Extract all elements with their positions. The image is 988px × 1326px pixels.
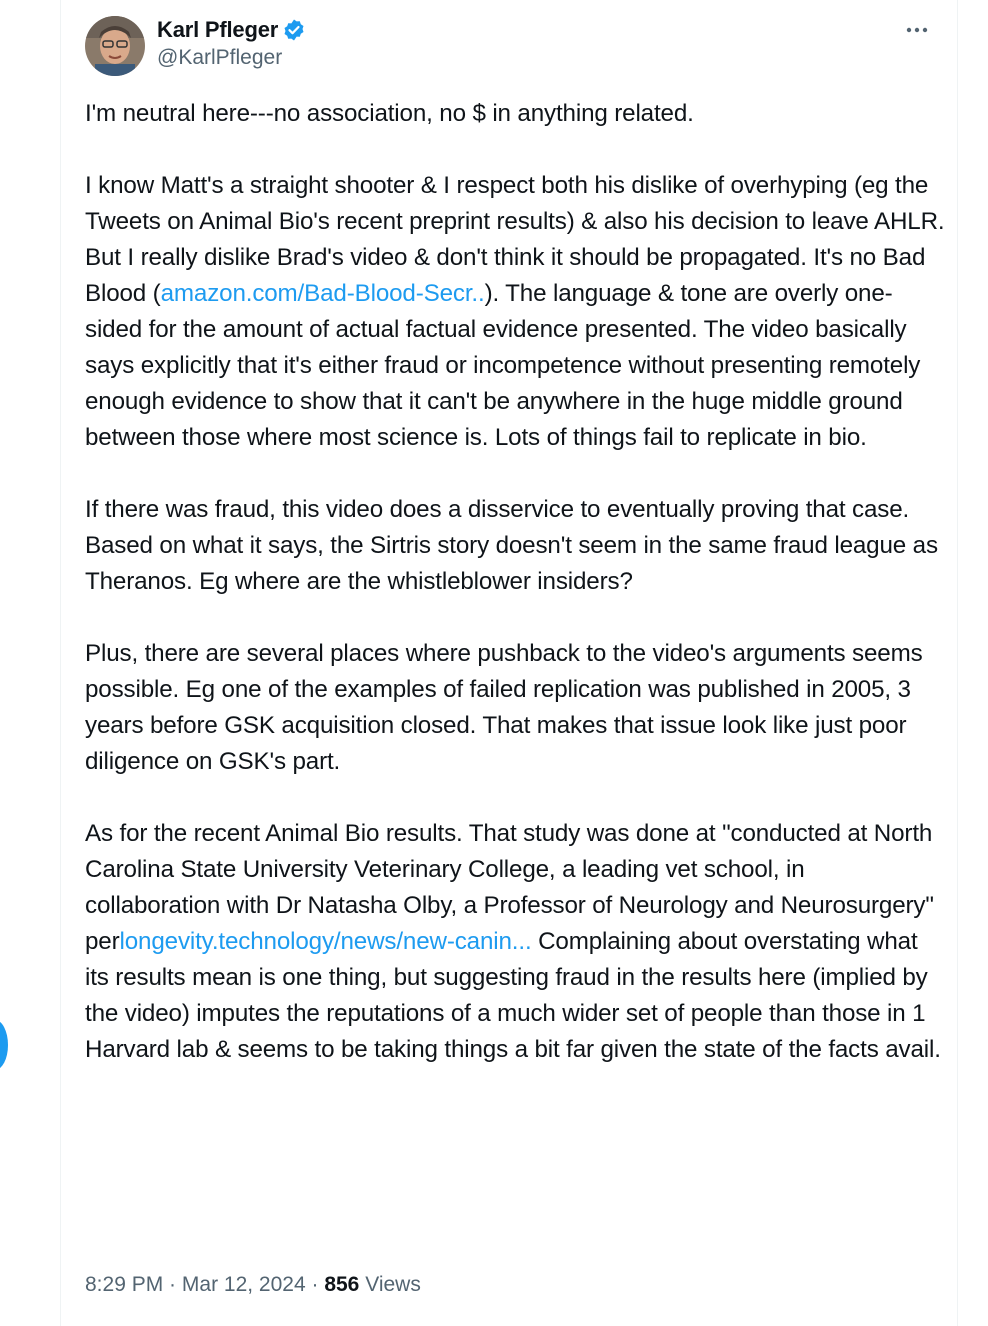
separator: · <box>163 1273 182 1296</box>
display-name[interactable]: Karl Pfleger <box>157 17 279 42</box>
tweet-time[interactable]: 8:29 PM <box>85 1273 164 1296</box>
tweet-paragraph <box>85 816 945 1068</box>
column-border-right <box>957 0 958 1326</box>
tweet-text <box>85 96 945 1104</box>
tweet-text-segment: As for the recent Animal Bio results. That study was done at "conducted at North Carolina State University Veterinary College, a leading vet school, in collaboration with Dr Natasha Olby, a Professor of Neurology and Neurosurgery" per <box>85 820 934 955</box>
link-longevity-technology[interactable]: longevity.technology/news/new-canin... <box>119 928 532 955</box>
column-border-left <box>60 0 61 1326</box>
tweet-author <box>157 16 306 70</box>
views-label: Views <box>359 1273 421 1296</box>
avatar[interactable] <box>85 16 145 76</box>
tweet-paragraph: I'm neutral here---no association, no $ in anything related. <box>85 100 694 127</box>
more-horizontal-icon[interactable] <box>900 18 934 42</box>
separator: · <box>305 1273 325 1296</box>
floating-compose-button[interactable] <box>0 1020 8 1070</box>
tweet-date[interactable]: Mar 12, 2024 <box>181 1273 306 1296</box>
tweet-meta <box>85 1270 421 1300</box>
verified-badge-icon[interactable] <box>282 18 306 42</box>
link-amazon[interactable]: amazon.com/Bad-Blood-Secr.. <box>160 280 485 307</box>
tweet-text-segment: ). The language & tone are overly one-sided for the amount of actual factual evidence presented. The video basically says explicitly that it's either fraud or incompetence without presenting remotely enough evidence to show that it can't be anywhere in the huge middle ground between those where most science is. Lots of things fail to replicate in bio. <box>85 280 921 451</box>
tweet-text-segment: I know Matt's a straight shooter & I respect both his dislike of overhyping (eg the Tweets on Animal Bio's recent preprint results) & also his decision to leave AHLR. But I really dislike Brad's video & don't think it should be propagated. It's no Bad Blood ( <box>85 172 945 307</box>
tweet-text-segment: Complaining about overstating what its results mean is one thing, but suggesting fraud in the results here (implied by the video) imputes the reputations of a much wider set of people than those in 1 Harvard lab & seems to be taking things a bit far given the state of the facts avail. <box>85 928 941 1063</box>
views-count: 856 <box>324 1273 360 1296</box>
tweet-paragraph: If there was fraud, this video does a disservice to eventually proving that case. Based on what it says, the Sirtris story doesn't seem in the same fraud league as Theranos. Eg where are the whistleblower insiders? <box>85 496 938 595</box>
tweet-paragraph <box>85 168 945 456</box>
tweet-paragraph: Plus, there are several places where pushback to the video's arguments seems possible. Eg one of the examples of failed replication was published in 2005, 3 years before GSK acquisition closed. That makes that issue look like just poor diligence on GSK's part. <box>85 640 923 775</box>
user-handle[interactable]: @KarlPfleger <box>157 46 283 69</box>
